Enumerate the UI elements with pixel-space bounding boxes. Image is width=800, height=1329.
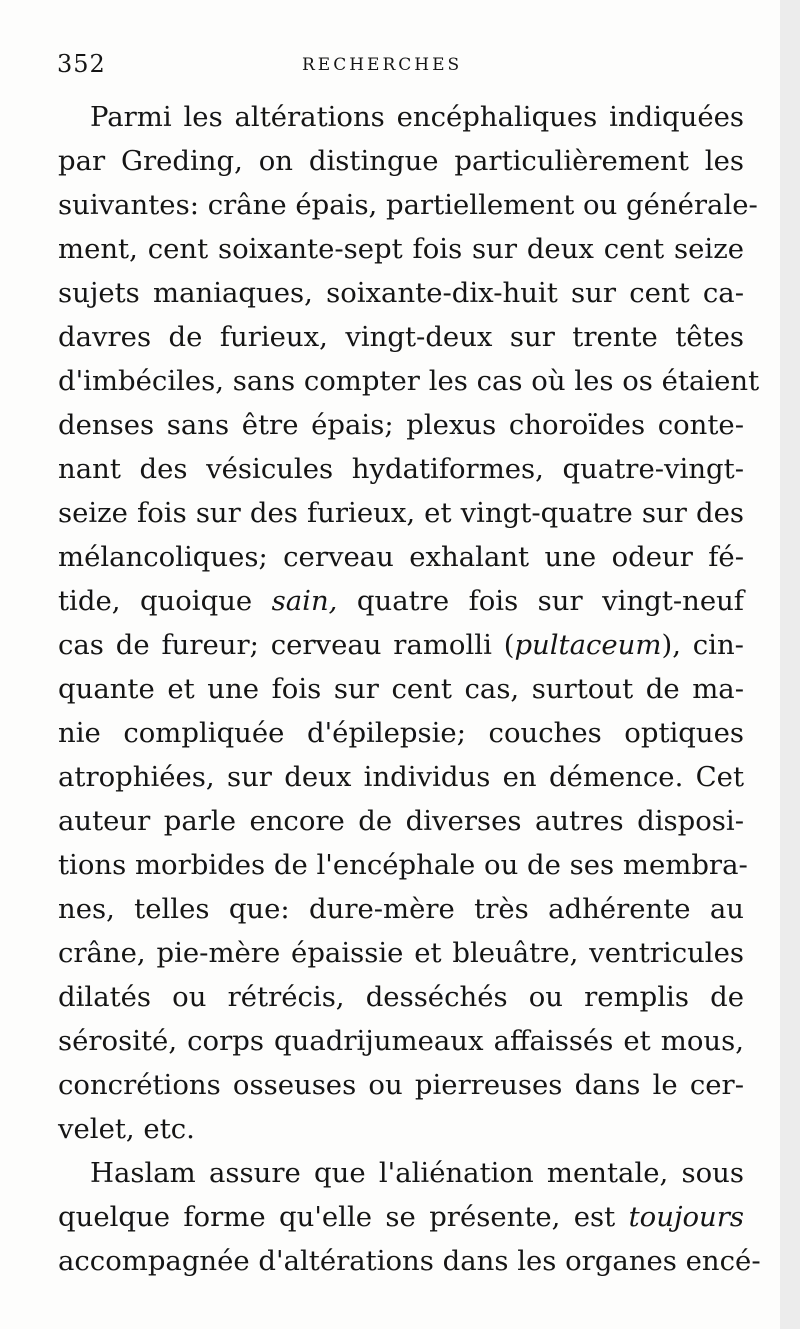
text-line: par Greding, on distingue particulièrement les xyxy=(58,145,744,177)
text-line xyxy=(58,623,744,667)
text-line xyxy=(58,1195,744,1239)
text-line: crâne, pie-mère épaissie et bleuâtre, ventricules xyxy=(58,937,744,969)
text-line: Haslam assure que l'aliénation mentale, sous xyxy=(90,1157,744,1189)
text-line: ment, cent soixante-sept fois sur deux cent seize xyxy=(58,233,744,265)
text-line xyxy=(58,579,744,623)
text-segment: tide, quoique xyxy=(58,585,272,617)
text-line: Parmi les altérations encéphaliques indiquées xyxy=(90,101,744,133)
text-line: mélancoliques; cerveau exhalant une odeur fé- xyxy=(58,541,744,573)
page-edge xyxy=(780,0,800,1329)
text-line: nes, telles que: dure-mère très adhérente au xyxy=(58,893,744,925)
text-line: davres de furieux, vingt-deux sur trente têtes xyxy=(58,321,744,353)
text-segment: ), cin- xyxy=(661,629,744,661)
text-line: denses sans être épais; plexus choroïdes conte- xyxy=(58,409,744,441)
text-line: sérosité, corps quadrijumeaux affaissés et mous, xyxy=(58,1025,744,1057)
text-segment: quelque forme qu'elle se présente, est xyxy=(58,1201,629,1233)
text-line: suivantes: crâne épais, partiellement ou générale- xyxy=(58,189,758,221)
running-head: RECHERCHES xyxy=(302,55,463,75)
text-line: nie compliquée d'épilepsie; couches optiques xyxy=(58,717,744,749)
text-line: sujets maniaques, soixante-dix-huit sur cent ca- xyxy=(58,277,744,309)
text-segment: quatre fois sur vingt-neuf xyxy=(337,585,744,617)
text-line: seize fois sur des furieux, et vingt-quatre sur des xyxy=(58,497,744,529)
italic-term: toujours xyxy=(628,1201,744,1233)
italic-term: sain, xyxy=(271,585,338,617)
text-segment: cas de fureur; cerveau ramolli ( xyxy=(58,629,515,661)
body-text xyxy=(58,95,761,1283)
text-line: concrétions osseuses ou pierreuses dans le cer- xyxy=(58,1069,744,1101)
text-line: accompagnée d'altérations dans les organes encé- xyxy=(58,1245,761,1277)
text-line: quante et une fois sur cent cas, surtout de ma- xyxy=(58,673,744,705)
italic-term: pultaceum xyxy=(514,629,662,661)
text-line: auteur parle encore de diverses autres disposi- xyxy=(58,805,744,837)
page-header xyxy=(0,50,760,90)
text-line: d'imbéciles, sans compter les cas où les os étaient xyxy=(58,365,760,397)
text-line: dilatés ou rétrécis, desséchés ou remplis de xyxy=(58,981,744,1013)
page-number: 352 xyxy=(57,50,106,78)
text-line: nant des vésicules hydatiformes, quatre-vingt- xyxy=(58,453,744,485)
text-line: atrophiées, sur deux individus en démence. Cet xyxy=(58,761,744,793)
text-line: velet, etc. xyxy=(58,1113,195,1145)
text-line: tions morbides de l'encéphale ou de ses membra- xyxy=(58,849,748,881)
